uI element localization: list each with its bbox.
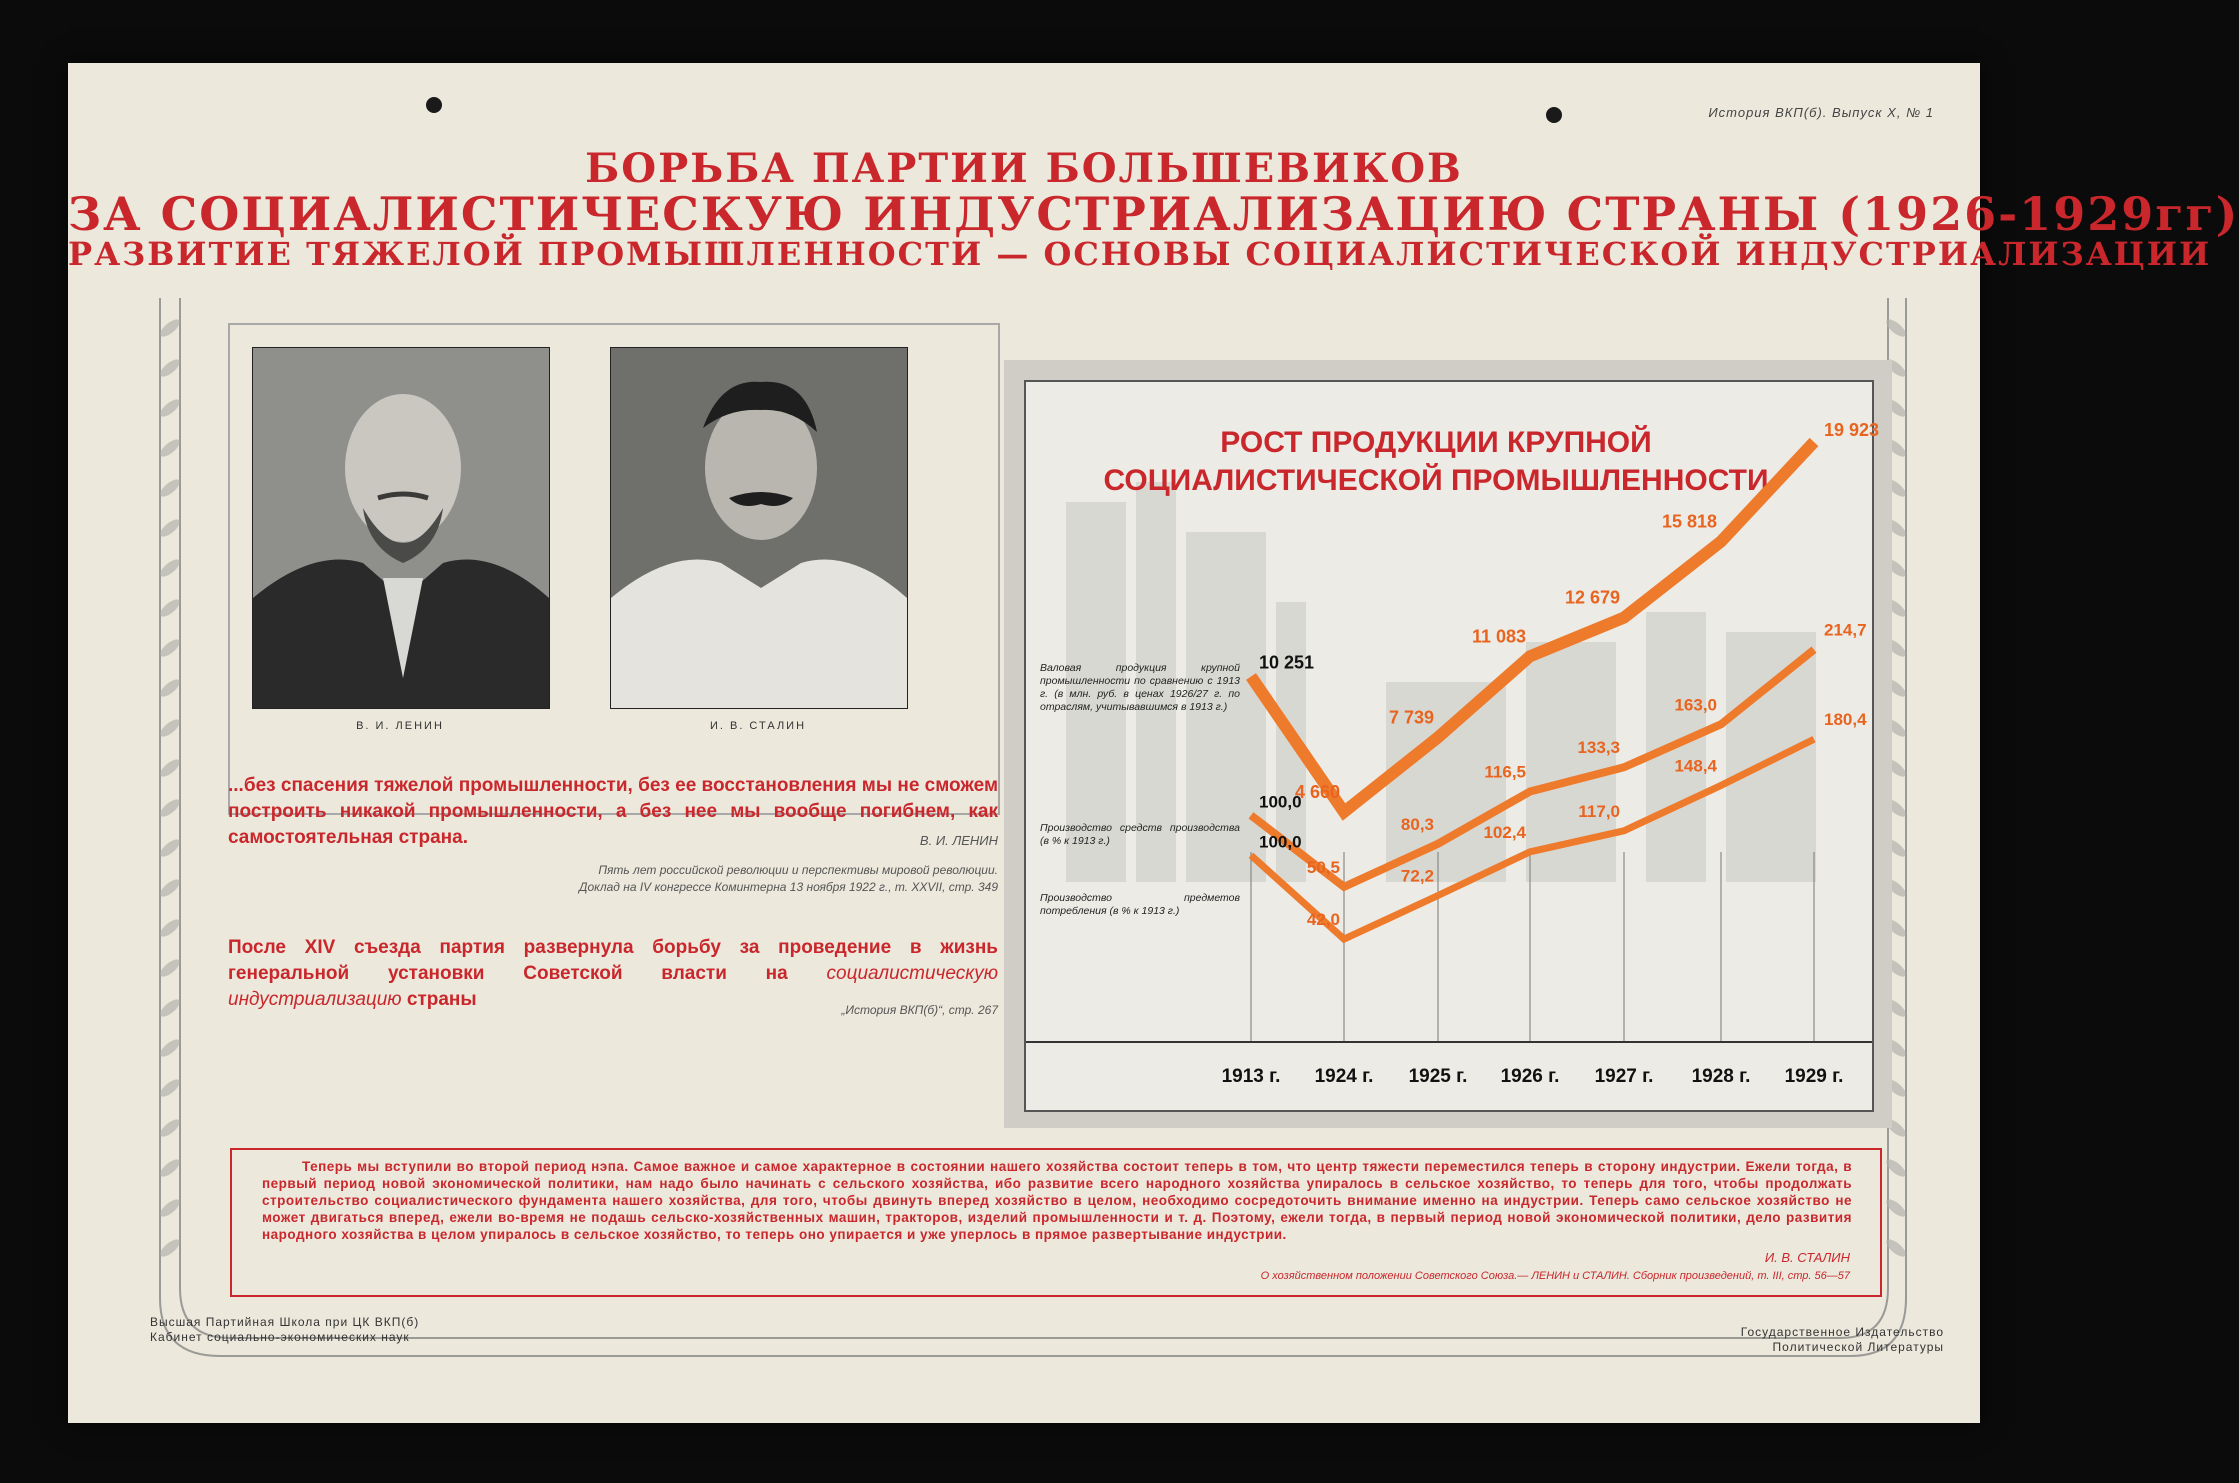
x-tick-label-0: 1913 г. [1221,1066,1281,1087]
value-label-s1-2: 80,3 [1400,814,1434,834]
x-tick-label-3: 1926 г. [1500,1066,1560,1087]
value-label-s2-2: 72,2 [1400,866,1434,886]
value-label-s2-1: 42,0 [1306,910,1340,930]
value-label-s1-1: 50,5 [1306,857,1340,877]
x-tick-label-5: 1928 г. [1691,1066,1751,1087]
value-label-s1-6: 214,7 [1824,620,1867,640]
value-label-s2-3: 102,4 [1483,822,1526,842]
chart-box [1004,360,1892,1128]
party-note [228,935,998,1013]
footer-left-2: Кабинет социально-экономических наук [150,1330,410,1344]
hanging-hole-left [426,97,442,113]
value-label-s0-0: 10 251 [1259,652,1315,673]
poster [68,63,2239,1423]
hanging-hole-right [1546,107,1562,123]
stalin-quote-source: О хозяйственном положении Советского Союза.— ЛЕНИН и СТАЛИН. Сборник произведений, т. III, стр. 56—57 [1260,1270,1850,1282]
value-label-s1-5: 163,0 [1674,695,1717,715]
value-label-s0-6: 19 923 [1824,420,1880,440]
series-caption-0 [1040,662,1240,772]
portraits-panel [228,323,1000,815]
series-caption-text-0: Валовая продукция крупной промышленности по сравнению с 1913 г. (в млн. руб. в ценах 1926/27 г. по отраслям, учитывавшимся в 1913 г.) [1040,662,1240,713]
x-tick-label-4: 1927 г. [1594,1066,1654,1087]
series-caption-1 [1040,822,1240,867]
value-label-s0-4: 12 679 [1564,587,1620,608]
value-label-s0-5: 15 818 [1661,511,1717,532]
lenin-quote: ...без спасения тяжелой промышленности, без ее восстановления мы не сможем построить никакой промышленности, а без нее мы вообще погибнем, как самостоятельная страна. [228,775,998,848]
party-note-end: страны [401,989,477,1010]
chart-title-line-1: РОСТ ПРОДУКЦИИ КРУПНОЙ [1220,426,1652,459]
value-label-s1-0: 100,0 [1259,792,1302,812]
footer-right-1: Государственное Издательство [1740,1325,1944,1339]
portrait-lenin [252,347,550,709]
value-label-s1-4: 133,3 [1577,738,1620,758]
value-label-s1-3: 116,5 [1484,762,1526,782]
value-label-s0-1: 4 660 [1294,782,1340,802]
portrait-stalin-caption: И. В. СТАЛИН [709,720,807,732]
portrait-stalin-image [611,348,907,708]
x-tick-label-2: 1925 г. [1408,1066,1468,1087]
stalin-quote-box [230,1148,1882,1297]
title-line-1: БОРЬБА ПАРТИИ БОЛЬШЕВИКОВ [585,145,1463,192]
industry-growth-chart [1026,382,1880,1110]
portrait-stalin [610,347,908,709]
value-label-s0-3: 11 083 [1471,626,1526,647]
series-caption-text-2: Производство предметов потребления (в % к 1913 г.) [1040,892,1240,917]
party-note-plain: После XIV съезда партия развернула борьбу за проведение в жизнь генеральной установки Советской власти на [228,937,998,984]
title-line-3: РАЗВИТИЕ ТЯЖЕЛОЙ ПРОМЫШЛЕННОСТИ — ОСНОВЫ СОЦИАЛИСТИЧЕСКОЙ ИНДУСТРИАЛИЗАЦИИ [68,235,2212,273]
stalin-quote-text: Теперь мы вступили во второй период нэпа. Самое важное и самое характерное в состоянии нашего хозяйства состоит теперь в том, что центр тяжести переместился теперь в сторону индустрии. Ежели тогда, в первый период новой экономической политики, нам надо было начинать с сельского хозяйства, ибо развитие всего народного хозяйства упиралось в сельское хозяйство, то теперь для того, чтобы продолжать строительство социалистического фундамента нашего хозяйства, для того, чтобы двинуть вперед хозяйство в целом, необходимо сосредоточить внимание именно на индустрии. Теперь само сельское хозяйство не может двигаться вперед, ежели во-время не подашь сельско-хозяйственных машин, тракторов, изделий промышленности и т. д. Поэтому, ежели тогда, в первый период новой экономической политики, дело развития народного хозяйства в целом упиралось в сельское хозяйство, то теперь оно упирается и уже уперлось в прямое развертывание индустрии. [262,1159,1852,1242]
lenin-quote-author: В. И. ЛЕНИН [919,833,998,848]
stalin-quote-author: И. В. СТАЛИН [1764,1250,1850,1265]
value-label-s2-6: 180,4 [1824,710,1867,730]
value-label-s2-4: 117,0 [1578,801,1620,821]
portrait-lenin-image [253,348,549,708]
series-tag: История ВКП(б). Выпуск X, № 1 [1708,105,1934,120]
value-label-s2-0: 100,0 [1259,832,1302,852]
lenin-quote-source-2: Доклад на IV конгрессе Коминтерна 13 ноября 1922 г., т. XXVII, стр. 349 [579,880,998,894]
footer-right-2: Политической Литературы [1772,1340,1944,1354]
lenin-quote-source-1: Пять лет российской революции и перспективы мировой революции. [598,863,998,877]
footer-left-1: Высшая Партийная Школа при ЦК ВКП(б) [150,1315,420,1329]
value-label-s0-2: 7 739 [1388,707,1434,728]
series-caption-text-1: Производство средств производства (в % к 1913 г.) [1040,822,1240,847]
party-note-source: „История ВКП(б)“, стр. 267 [841,1003,998,1017]
party-note-italic: социалистическую индустриализацию [228,963,998,1010]
value-label-s2-5: 148,4 [1674,756,1717,776]
series-caption-2 [1040,892,1240,937]
x-tick-label-6: 1929 г. [1784,1066,1844,1087]
chart-panel [1024,380,1880,1112]
chart-title-line-2: СОЦИАЛИСТИЧЕСКОЙ ПРОМЫШЛЕННОСТИ [1103,464,1769,497]
x-tick-label-1: 1924 г. [1314,1066,1374,1087]
title-line-2: ЗА СОЦИАЛИСТИЧЕСКУЮ ИНДУСТРИАЛИЗАЦИЮ СТРАНЫ (1926-1929гг) [68,187,2239,241]
portrait-lenin-caption: В. И. ЛЕНИН [356,720,444,732]
